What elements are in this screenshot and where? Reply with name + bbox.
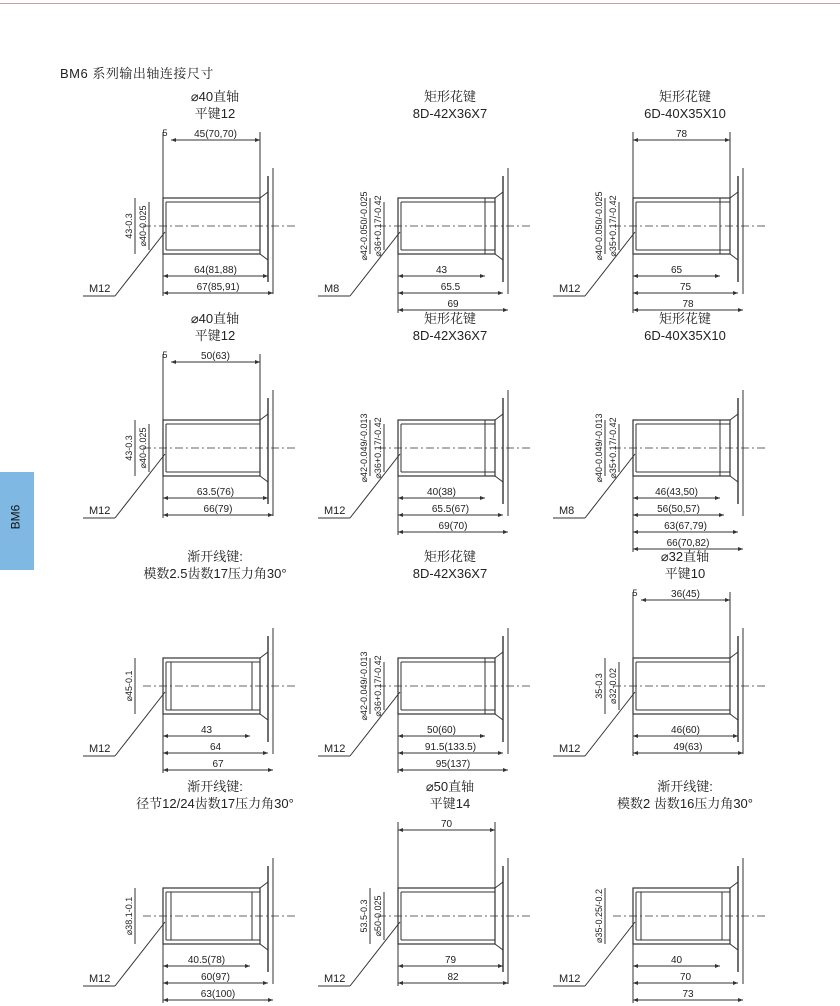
bottom-dim-1-arrow-left — [633, 751, 638, 755]
bottom-dim-0-arrow-left — [398, 496, 403, 500]
left-dim-label: 35-0.3 — [594, 673, 604, 699]
bottom-dim-1-arrow-right — [498, 513, 503, 517]
cell-subtitle: 8D-42X36X7 — [412, 566, 488, 581]
top-dim-arrow-right — [255, 360, 260, 364]
bottom-dim-1-label: 66(79) — [203, 504, 233, 515]
top-dim-label: 70 — [440, 819, 453, 830]
bottom-dim-2-arrow-right — [268, 998, 273, 1002]
flange-step-top — [260, 882, 268, 888]
bottom-dim-2-label: 63(100) — [200, 989, 236, 1000]
shaft-cell-r1c2 — [310, 88, 535, 308]
bottom-dim-1-label: 49(63) — [673, 742, 703, 753]
bottom-dim-1-label: 91.5(133.5) — [424, 742, 477, 753]
top-dim-label: 36(45) — [671, 589, 700, 600]
thread-label: M12 — [89, 973, 111, 985]
bottom-dim-1-label: 75 — [679, 282, 692, 293]
cell-subtitle: 8D-42X36X7 — [412, 106, 488, 121]
flange-step-top — [260, 192, 268, 198]
bottom-dim-0-arrow-right — [480, 496, 485, 500]
flange-step-bottom — [260, 714, 268, 720]
flange-step-bottom — [495, 714, 503, 720]
bottom-dim-0-arrow-right — [498, 964, 503, 968]
flange-step-top — [730, 192, 738, 198]
bottom-dim-1-arrow-right — [738, 751, 743, 755]
side-tab-label: BM6 — [8, 504, 23, 530]
bottom-dim-0-arrow-right — [733, 734, 738, 738]
thread-leader — [115, 692, 165, 756]
bottom-dim-1-arrow-left — [633, 981, 638, 985]
flange-step-bottom — [260, 476, 268, 482]
bottom-dim-0-arrow-right — [480, 274, 485, 278]
bottom-dim-0-arrow-left — [163, 274, 168, 278]
shaft-drawing — [75, 126, 300, 316]
left-dim-label: ⌀36+0.17/-0.42 — [373, 195, 383, 257]
left-dim-label: ⌀42-0.050/-0.025 — [359, 191, 369, 261]
flange-step-bottom — [730, 254, 738, 260]
flange-step-top — [730, 652, 738, 658]
top-border-line — [0, 3, 840, 4]
shaft-cell-r3c1 — [75, 548, 300, 768]
bottom-dim-1-arrow-left — [633, 513, 638, 517]
bottom-dim-2-label: 63(67,79) — [664, 521, 707, 532]
shaft-cell-r3c3 — [545, 548, 770, 768]
cell-subtitle: 平键14 — [429, 796, 471, 811]
bottom-dim-2-label: 69 — [447, 299, 459, 310]
cell-subtitle: 8D-42X36X7 — [412, 328, 488, 343]
side-tab — [0, 472, 34, 570]
shaft-cell-r2c1 — [75, 310, 300, 530]
thread-leader — [115, 922, 165, 986]
bottom-dim-1-label: 65.5(67) — [431, 504, 470, 515]
top-dim-label: 78 — [675, 129, 688, 140]
flange-step-bottom — [495, 476, 503, 482]
bottom-dim-0-arrow-right — [263, 274, 268, 278]
shaft-drawing — [310, 126, 535, 316]
bottom-dim-0-arrow-left — [633, 274, 638, 278]
bottom-dim-1-arrow-left — [163, 291, 168, 295]
flange-step-top — [260, 414, 268, 420]
cell-subtitle: 6D-40X35X10 — [644, 328, 726, 343]
cell-caption — [135, 310, 295, 344]
left-dim-label: ⌀40-0.050/-0.025 — [594, 191, 604, 261]
shaft-cell-r3c2 — [310, 548, 535, 768]
top-dim-arrow-left — [398, 828, 403, 832]
bottom-dim-2-arrow-left — [633, 998, 638, 1002]
bottom-dim-0-arrow-left — [163, 734, 168, 738]
bottom-dim-0-label: 46(43,50) — [655, 487, 698, 498]
bottom-dim-1-arrow-right — [733, 981, 738, 985]
flange-step-bottom — [260, 944, 268, 950]
cell-title: 矩形花键 — [423, 311, 476, 326]
bottom-dim-0-label: 79 — [444, 955, 457, 966]
bottom-dim-2-label: 95(137) — [435, 759, 471, 770]
top-dim-label: 45(70,70) — [194, 129, 237, 140]
cell-title: 渐开线键: — [187, 779, 243, 794]
shaft-cell-r1c1 — [75, 88, 300, 308]
bottom-dim-1-arrow-left — [398, 513, 403, 517]
bottom-dim-0-arrow-right — [245, 734, 250, 738]
cell-title: 渐开线键: — [657, 779, 713, 794]
bottom-dim-2-label: 73 — [682, 989, 694, 1000]
thread-label: M12 — [324, 973, 346, 985]
cell-title: ⌀50直轴 — [425, 779, 475, 794]
left-dim-label: ⌀42-0.049/-0.013 — [359, 651, 369, 721]
flange-step-top — [730, 882, 738, 888]
bottom-dim-0-label: 46(60) — [671, 725, 700, 736]
bottom-dim-2-arrow-right — [503, 768, 508, 772]
flange-step-top — [495, 882, 503, 888]
thread-label: M12 — [324, 743, 346, 755]
thread-label: M8 — [324, 283, 340, 295]
cell-title: 渐开线键: — [187, 549, 243, 564]
top-dim-arrow-right — [490, 828, 495, 832]
bottom-dim-1-label: 70 — [679, 972, 692, 983]
shaft-drawing — [545, 816, 770, 1006]
bottom-dim-1-arrow-left — [633, 291, 638, 295]
bottom-dim-1-label: 56(50,57) — [657, 504, 700, 515]
left-dim-label: ⌀40-0.025 — [138, 205, 148, 247]
shaft-cell-r4c3 — [545, 778, 770, 998]
shaft-drawing — [310, 816, 535, 1006]
top-dim-arrow-left — [633, 138, 638, 142]
bottom-dim-0-arrow-left — [398, 274, 403, 278]
cell-title: 矩形花键 — [658, 311, 711, 326]
flange-step-top — [260, 652, 268, 658]
left-dim-label: ⌀45-0.1 — [124, 670, 134, 702]
flange-step-bottom — [730, 476, 738, 482]
bottom-dim-1-arrow-left — [163, 981, 168, 985]
bottom-dim-1-arrow-left — [398, 291, 403, 295]
cell-caption — [370, 548, 530, 582]
thread-label: M12 — [89, 283, 111, 295]
bottom-dim-2-arrow-right — [733, 530, 738, 534]
bottom-dim-2-label: 67 — [212, 759, 224, 770]
bottom-dim-0-arrow-left — [163, 496, 168, 500]
bottom-dim-1-label: 67(85,91) — [196, 282, 240, 293]
bottom-dim-1-arrow-left — [163, 513, 168, 517]
bottom-dim-1-arrow-right — [268, 291, 273, 295]
bottom-dim-2-arrow-left — [633, 530, 638, 534]
shaft-cell-r2c2 — [310, 310, 535, 530]
cell-caption — [605, 88, 765, 122]
left-dim-label: ⌀35+0.17/-0.42 — [608, 417, 618, 479]
left-dim-label: 43-0.3 — [124, 435, 134, 461]
thread-label: M12 — [559, 743, 581, 755]
top-dim-arrow-right — [255, 138, 260, 142]
bottom-dim-1-arrow-right — [268, 513, 273, 517]
flange-step-top — [730, 414, 738, 420]
bottom-dim-0-label: 40(38) — [427, 487, 456, 498]
bottom-dim-0-label: 65 — [670, 265, 683, 276]
bottom-dim-0-arrow-left — [398, 734, 403, 738]
flange-step-bottom — [260, 254, 268, 260]
bottom-dim-2-label: 78 — [682, 299, 694, 310]
bottom-dim-1-arrow-right — [503, 981, 508, 985]
shaft-drawing — [310, 348, 535, 538]
shaft-cell-r4c1 — [75, 778, 300, 998]
cell-caption — [135, 548, 295, 582]
gap-label: 5 — [162, 350, 168, 360]
bottom-dim-2-label: 69(70) — [438, 521, 468, 532]
top-dim-arrow-right — [725, 138, 730, 142]
cell-subtitle: 径节12/24齿数17压力角30° — [136, 796, 294, 811]
flange-step-bottom — [495, 254, 503, 260]
left-dim-label: ⌀36+0.17/-0.42 — [373, 417, 383, 479]
cell-subtitle: 平键10 — [664, 566, 706, 581]
top-dim-arrow-left — [171, 138, 176, 142]
left-dim-label: ⌀35+0.17/-0.42 — [608, 195, 618, 257]
bottom-dim-0-arrow-right — [263, 496, 268, 500]
bottom-dim-2-arrow-left — [398, 768, 403, 772]
bottom-dim-1-arrow-left — [398, 981, 403, 985]
bottom-dim-0-label: 63.5(76) — [196, 487, 235, 498]
cell-title: 矩形花键 — [423, 89, 476, 104]
thread-label: M8 — [559, 505, 575, 517]
thread-label: M12 — [324, 505, 346, 517]
shaft-drawing — [545, 126, 770, 316]
cell-title: 矩形花键 — [658, 89, 711, 104]
cell-title: ⌀40直轴 — [190, 311, 240, 326]
shaft-drawing — [545, 348, 770, 549]
bottom-dim-1-arrow-right — [733, 291, 738, 295]
bottom-dim-0-arrow-left — [398, 964, 403, 968]
thread-label: M12 — [559, 283, 581, 295]
shaft-cell-r1c3 — [545, 88, 770, 308]
cell-caption — [135, 778, 295, 812]
cell-caption — [605, 778, 765, 812]
shaft-cell-r4c2 — [310, 778, 535, 998]
top-dim-arrow-left — [171, 360, 176, 364]
shaft-drawing — [310, 586, 535, 776]
bottom-dim-1-arrow-left — [398, 751, 403, 755]
bottom-dim-0-label: 40 — [670, 955, 683, 966]
bottom-dim-1-label: 82 — [447, 972, 459, 983]
shaft-drawing — [545, 586, 770, 776]
cell-caption — [370, 310, 530, 344]
bottom-dim-1-arrow-right — [263, 751, 268, 755]
bottom-dim-1-arrow-left — [163, 751, 168, 755]
thread-label: M12 — [89, 505, 111, 517]
bottom-dim-1-label: 60(97) — [201, 972, 230, 983]
left-dim-label: ⌀50-0.025 — [373, 895, 383, 937]
shaft-drawing — [75, 348, 300, 538]
thread-label: M12 — [89, 743, 111, 755]
left-dim-label: 53.5-0.3 — [359, 899, 369, 933]
flange-step-top — [495, 652, 503, 658]
cell-title: 矩形花键 — [423, 549, 476, 564]
cell-title: ⌀40直轴 — [190, 89, 240, 104]
bottom-dim-2-arrow-left — [163, 768, 168, 772]
cell-caption — [135, 88, 295, 122]
cell-subtitle: 模数2.5齿数17压力角30° — [143, 566, 287, 581]
left-dim-label: ⌀42-0.049/-0.013 — [359, 413, 369, 483]
left-dim-label: ⌀38.1-0.1 — [124, 896, 134, 936]
cell-caption — [370, 88, 530, 122]
bottom-dim-0-label: 43 — [200, 725, 213, 736]
cell-subtitle: 6D-40X35X10 — [644, 106, 726, 121]
bottom-dim-2-arrow-right — [738, 998, 743, 1002]
bottom-dim-0-arrow-left — [163, 964, 168, 968]
bottom-dim-0-arrow-right — [245, 964, 250, 968]
bottom-dim-1-label: 65.5 — [440, 282, 461, 293]
bottom-dim-0-arrow-left — [633, 964, 638, 968]
bottom-dim-1-label: 64 — [209, 742, 222, 753]
flange-step-bottom — [730, 714, 738, 720]
bottom-dim-2-arrow-left — [163, 998, 168, 1002]
bottom-dim-0-arrow-right — [715, 964, 720, 968]
cell-subtitle: 模数2 齿数16压力角30° — [617, 796, 753, 811]
bottom-dim-1-arrow-right — [719, 513, 724, 517]
cell-subtitle: 平键12 — [194, 106, 236, 121]
left-dim-label: 43-0.3 — [124, 213, 134, 239]
bottom-dim-2-arrow-right — [268, 768, 273, 772]
bottom-dim-1-arrow-right — [498, 751, 503, 755]
shaft-drawing — [75, 586, 300, 776]
left-dim-label: ⌀40-0.025 — [138, 427, 148, 469]
gap-label: 5 — [632, 588, 638, 598]
cell-subtitle: 平键12 — [194, 328, 236, 343]
left-dim-label: ⌀35-0.25/-0.2 — [594, 889, 604, 943]
bottom-dim-0-label: 40.5(78) — [187, 955, 226, 966]
bottom-dim-1-arrow-right — [498, 291, 503, 295]
bottom-dim-0-arrow-left — [633, 734, 638, 738]
cell-caption — [605, 548, 765, 582]
bottom-dim-0-arrow-right — [715, 496, 720, 500]
top-dim-arrow-right — [725, 598, 730, 602]
left-dim-label: ⌀32-0.02 — [608, 668, 618, 704]
shaft-cell-r2c3 — [545, 310, 770, 549]
cell-title: ⌀32直轴 — [660, 549, 710, 564]
bottom-dim-2-arrow-right — [503, 530, 508, 534]
bottom-dim-2-arrow-left — [398, 530, 403, 534]
cell-caption — [605, 310, 765, 344]
bottom-dim-0-arrow-right — [715, 274, 720, 278]
flange-step-top — [495, 192, 503, 198]
flange-step-bottom — [495, 944, 503, 950]
bottom-dim-0-label: 43 — [435, 265, 448, 276]
flange-step-bottom — [730, 944, 738, 950]
bottom-dim-3-label: 66(70,82) — [666, 538, 710, 549]
gap-label: 5 — [162, 128, 168, 138]
top-dim-arrow-left — [641, 598, 646, 602]
bottom-dim-0-arrow-left — [633, 496, 638, 500]
cell-caption — [370, 778, 530, 812]
shaft-drawing — [75, 816, 300, 1006]
left-dim-label: ⌀40-0.049/-0.013 — [594, 413, 604, 483]
thread-leader — [585, 922, 635, 986]
top-dim-label: 50(63) — [201, 351, 230, 362]
bottom-dim-0-label: 64(81,88) — [194, 265, 237, 276]
flange-step-top — [495, 414, 503, 420]
left-dim-label: ⌀36+0.17/-0.42 — [373, 655, 383, 717]
bottom-dim-0-label: 50(60) — [427, 725, 456, 736]
bottom-dim-0-arrow-right — [480, 734, 485, 738]
bottom-dim-1-arrow-right — [263, 981, 268, 985]
page-heading: BM6 系列输出轴连接尺寸 — [60, 66, 214, 81]
thread-label: M12 — [559, 973, 581, 985]
